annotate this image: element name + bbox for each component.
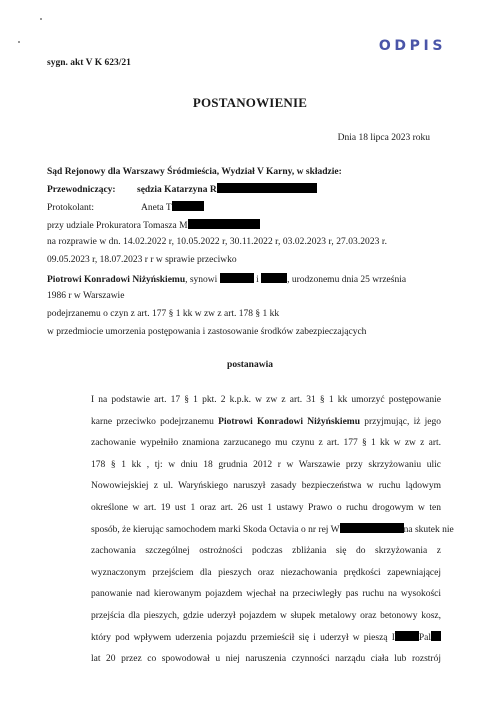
redaction-box: [261, 273, 287, 283]
document-title: POSTANOWIENIE: [192, 95, 308, 110]
defendant-name: Piotrowi Konradowi Niżyńskiemu: [47, 275, 186, 285]
subject-line: w przedmiocie umorzenia postępowania i zastosowanie środków zabezpieczających: [47, 327, 367, 337]
body-line: wyznaczonym przejściem dla pieszych oraz niezachowania prędkości zapewniającej: [91, 567, 441, 578]
redaction-box: [340, 523, 404, 533]
chair-label: Przewodniczący:: [47, 185, 116, 195]
body-text: karne przeciwko podejrzanemu: [91, 416, 219, 427]
redaction-box: [188, 219, 260, 229]
redaction-box: [220, 273, 254, 283]
body-line: zachowanie wypełniło znamiona zarzucanego mu czynu z art. 177 § 1 kk w zw z art.: [91, 438, 441, 449]
redaction-box: [431, 631, 441, 641]
body-text: na skutek nie: [403, 524, 454, 535]
document-date: Dnia 18 lipca 2023 roku: [337, 133, 430, 143]
body-line: 178 § 1 kk , tj: w dniu 18 grudnia 2012 r w Warszawie przy skrzyżowaniu ulic: [91, 459, 441, 470]
clerk-name: Aneta T: [141, 203, 172, 213]
prosecutor-row: [47, 219, 260, 231]
court-composition: Sąd Rejonowy dla Warszawy Śródmieścia, Wydział V Karny, w składzie:: [47, 167, 342, 177]
birth-line: 1986 r w Warszawie: [47, 291, 125, 301]
body-text: sposób, że kierując samochodem marki Skoda Octavia o nr rej W: [91, 524, 340, 535]
body-line: Nowowiejskiej z ul. Waryńskiego naruszył zasady bezpieczeństwa w ruchu lądowym: [91, 481, 441, 492]
body-line: panowanie nad kierowanym pojazdem wjechał na przeciwległy pas ruchu na wysokości: [91, 589, 441, 600]
redaction-box: [395, 631, 419, 641]
hearings-line-2: 09.05.2023 r, 18.07.2023 r r w sprawie przeciwko: [47, 255, 237, 265]
body-text: przyjmując, iż jego: [360, 416, 442, 427]
hearings-line-1: na rozprawie w dn. 14.02.2022 r, 10.05.2022 r, 30.11.2022 r, 03.02.2023 r, 27.03.2023 r.: [47, 237, 387, 247]
scan-speck: [18, 41, 20, 43]
redaction-box: [217, 183, 317, 193]
chair-name: sędzia Katarzyna R: [137, 185, 217, 195]
decision-body: [91, 390, 454, 671]
prosecutor-text: przy udziale Prokuratora Tomasza M: [47, 221, 188, 231]
body-line: zachowania szczególnej ostrożności podczas zbliżania się do skrzyżowania z: [91, 546, 441, 557]
defendant-row: [47, 273, 406, 285]
body-line: [91, 628, 441, 650]
defendant-and: i: [256, 275, 259, 285]
clerk-label: Protokolant:: [47, 203, 94, 213]
charge-line: podejrzanemu o czyn z art. 177 § 1 kk w zw z art. 178 § 1 kk: [47, 309, 280, 319]
body-line: przejścia dla pieszych, gdzie uderzył pojazdem w słupek metalowy oraz betonowy kosz,: [91, 610, 441, 621]
case-signature: sygn. akt V K 623/21: [47, 58, 131, 68]
body-line: [91, 520, 454, 542]
clerk-row: [47, 201, 204, 213]
defendant-born: , urodzonemu dnia 25 września: [287, 275, 407, 285]
chair-row: [47, 183, 317, 195]
body-text: Pal: [418, 632, 431, 643]
body-line: lat 20 przez co spowodował u niej naruszenia czynności narządu ciała lub rozstrój: [91, 654, 441, 665]
body-line: I na podstawie art. 17 § 1 pkt. 2 k.p.k. w zw z art. 31 § 1 kk umorzyć postępowanie: [91, 395, 441, 405]
body-line: [91, 412, 441, 434]
defendant-son: , synowi: [185, 275, 218, 285]
body-text: który pod wpływem uderzenia pojazdu przemieścił się i uderzył w pieszą I: [91, 632, 395, 643]
copy-stamp: ODPIS: [378, 38, 446, 54]
redaction-box: [172, 201, 204, 211]
decision-heading: postanawia: [227, 360, 273, 370]
defendant-name-body: Piotrowi Konradowi Niżyńskiemu: [218, 416, 360, 427]
body-line: określone w art. 19 ust 1 oraz art. 26 ust 1 ustawy Prawo o ruchu drogowym w ten: [91, 502, 441, 513]
scan-speck: [40, 18, 42, 20]
